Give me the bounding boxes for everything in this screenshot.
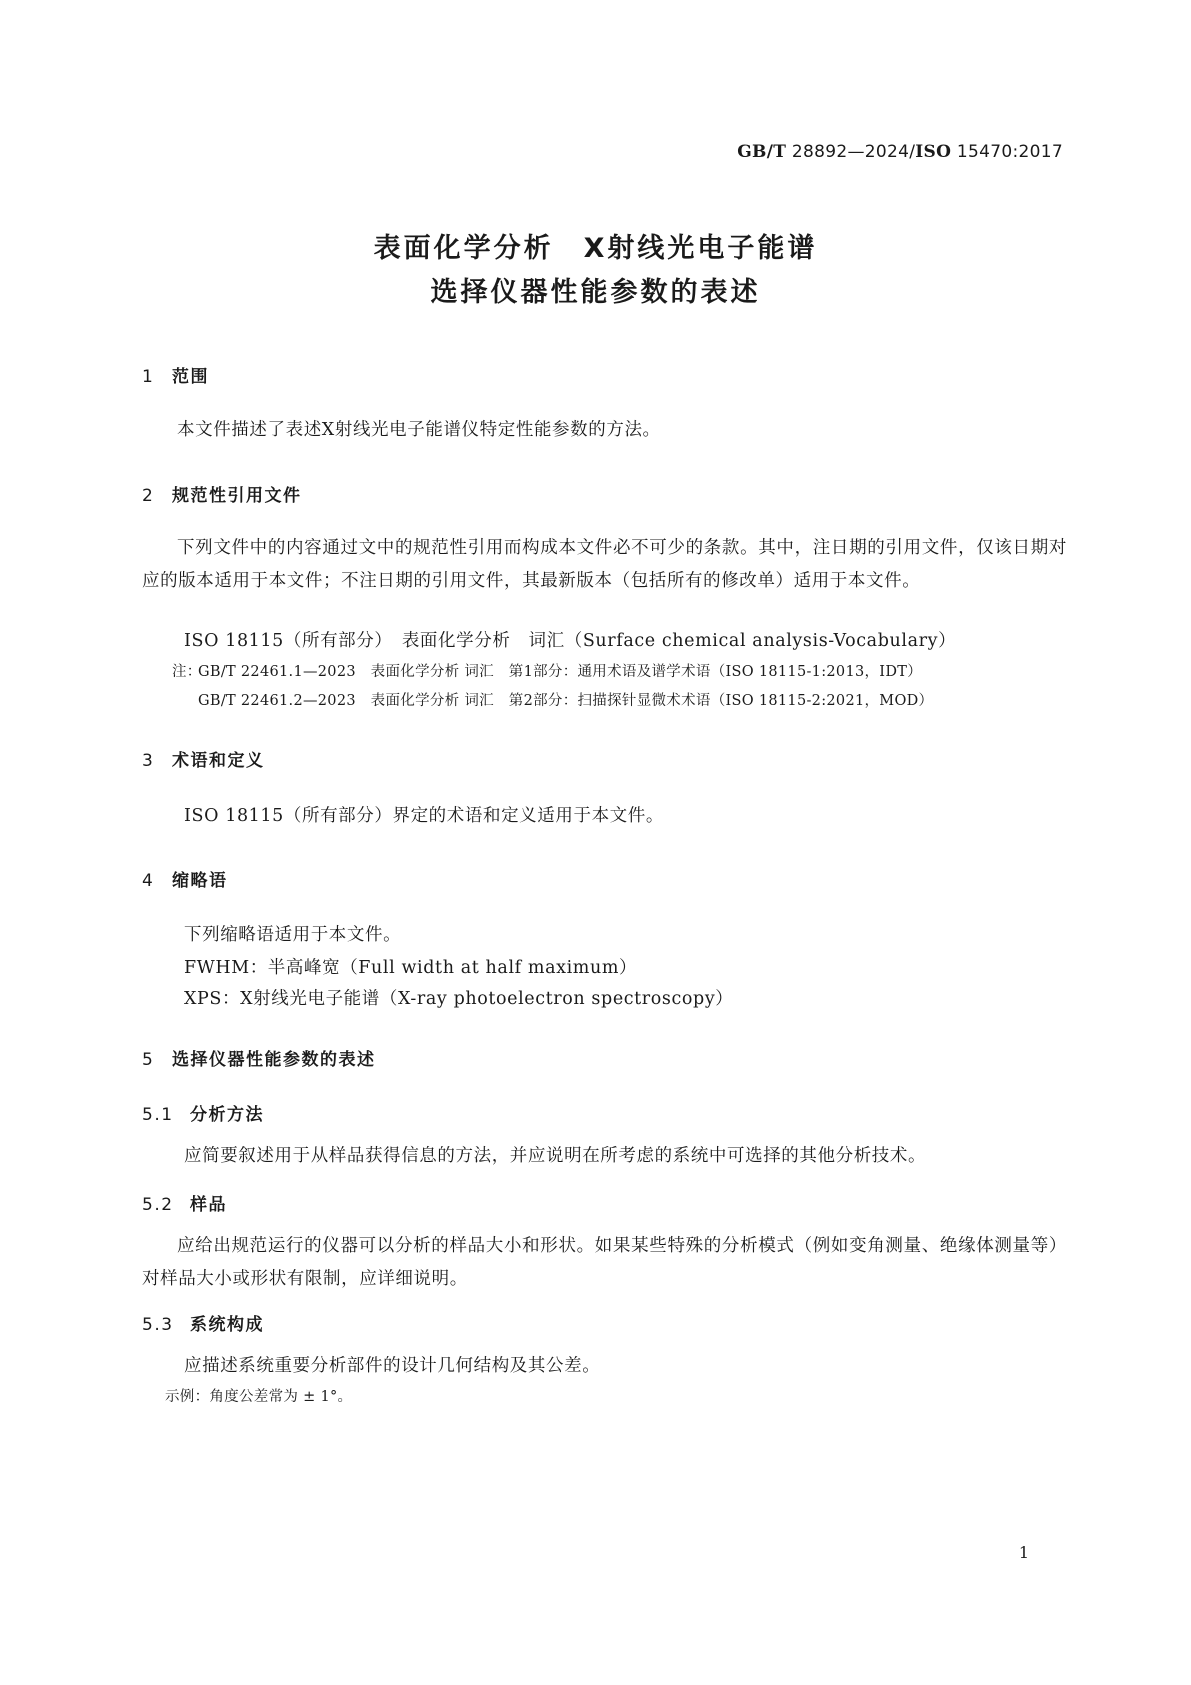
subsection-number: 5.2 xyxy=(142,1195,174,1215)
section-title: 规范性引用文件 xyxy=(172,486,302,506)
abbreviation-xps: XPS：X射线光电子能谱（X-ray photoelectron spectroscopy） xyxy=(184,989,734,1009)
note-line-1: GB/T 22461.1—2023 表面化学分析 词汇 第1部分：通用术语及谱学术语（ISO 18115-1:2013，IDT） xyxy=(198,664,923,680)
subsection-number: 5.1 xyxy=(142,1105,174,1125)
section-2-heading xyxy=(142,481,302,506)
subsection-title: 样品 xyxy=(190,1195,227,1215)
iso-prefix: ISO xyxy=(915,142,952,162)
section-1-heading xyxy=(142,362,209,387)
standard-code-header xyxy=(737,142,1063,162)
section-number: 2 xyxy=(142,486,155,506)
section-5-1-heading xyxy=(142,1100,264,1125)
standard-prefix: GB/T xyxy=(737,142,787,162)
abbreviation-fwhm: FWHM：半高峰宽（Full width at half maximum） xyxy=(184,958,638,978)
subsection-title: 系统构成 xyxy=(190,1315,264,1335)
section-number: 1 xyxy=(142,367,155,387)
section-number: 4 xyxy=(142,871,155,891)
normative-reference: ISO 18115（所有部分） 表面化学分析 词汇（Surface chemical analysis-Vocabulary） xyxy=(184,631,957,651)
section-2-text: 下列文件中的内容通过文中的规范性引用而构成本文件必不可少的条款。其中，注日期的引用文件，仅该日期对应的版本适用于本文件；不注日期的引用文件，其最新版本（包括所有的修改单）适用于本文件。 xyxy=(142,538,1067,591)
section-title: 范围 xyxy=(172,367,209,387)
section-number: 5 xyxy=(142,1050,155,1070)
section-5-heading xyxy=(142,1045,376,1070)
section-3-text: ISO 18115（所有部分）界定的术语和定义适用于本文件。 xyxy=(184,806,664,826)
subsection-number: 5.3 xyxy=(142,1315,174,1335)
document-title-line1: 表面化学分析 X射线光电子能谱 xyxy=(373,233,818,264)
standard-number: 28892—2024/ xyxy=(786,142,916,162)
note-label: 注： xyxy=(172,664,202,680)
section-title: 选择仪器性能参数的表述 xyxy=(172,1050,376,1070)
subsection-title: 分析方法 xyxy=(190,1105,264,1125)
section-5-2-text: 应给出规范运行的仪器可以分析的样品大小和形状。如果某些特殊的分析模式（例如变角测量、绝缘体测量等）对样品大小或形状有限制，应详细说明。 xyxy=(142,1236,1067,1289)
section-number: 3 xyxy=(142,751,155,771)
section-title: 术语和定义 xyxy=(172,751,265,771)
note-line-2: GB/T 22461.2—2023 表面化学分析 词汇 第2部分：扫描探针显微术术语（ISO 18115-2:2021，MOD） xyxy=(198,693,934,709)
section-5-3-heading xyxy=(142,1310,264,1335)
section-5-2-heading xyxy=(142,1190,227,1215)
section-4-heading xyxy=(142,866,228,891)
page-number: 1 xyxy=(1018,1543,1029,1562)
section-1-text: 本文件描述了表述X射线光电子能谱仪特定性能参数的方法。 xyxy=(177,420,661,440)
section-5-3-text: 应描述系统重要分析部件的设计几何结构及其公差。 xyxy=(184,1356,601,1376)
document-title-line2: 选择仪器性能参数的表述 xyxy=(430,277,761,308)
example-note: 示例：角度公差常为 ± 1°。 xyxy=(165,1389,353,1405)
section-4-intro: 下列缩略语适用于本文件。 xyxy=(184,925,402,945)
section-3-heading xyxy=(142,746,265,771)
section-title: 缩略语 xyxy=(172,871,228,891)
iso-number: 15470:2017 xyxy=(951,142,1063,162)
section-5-1-text: 应简要叙述用于从样品获得信息的方法，并应说明在所考虑的系统中可选择的其他分析技术。 xyxy=(184,1146,927,1166)
